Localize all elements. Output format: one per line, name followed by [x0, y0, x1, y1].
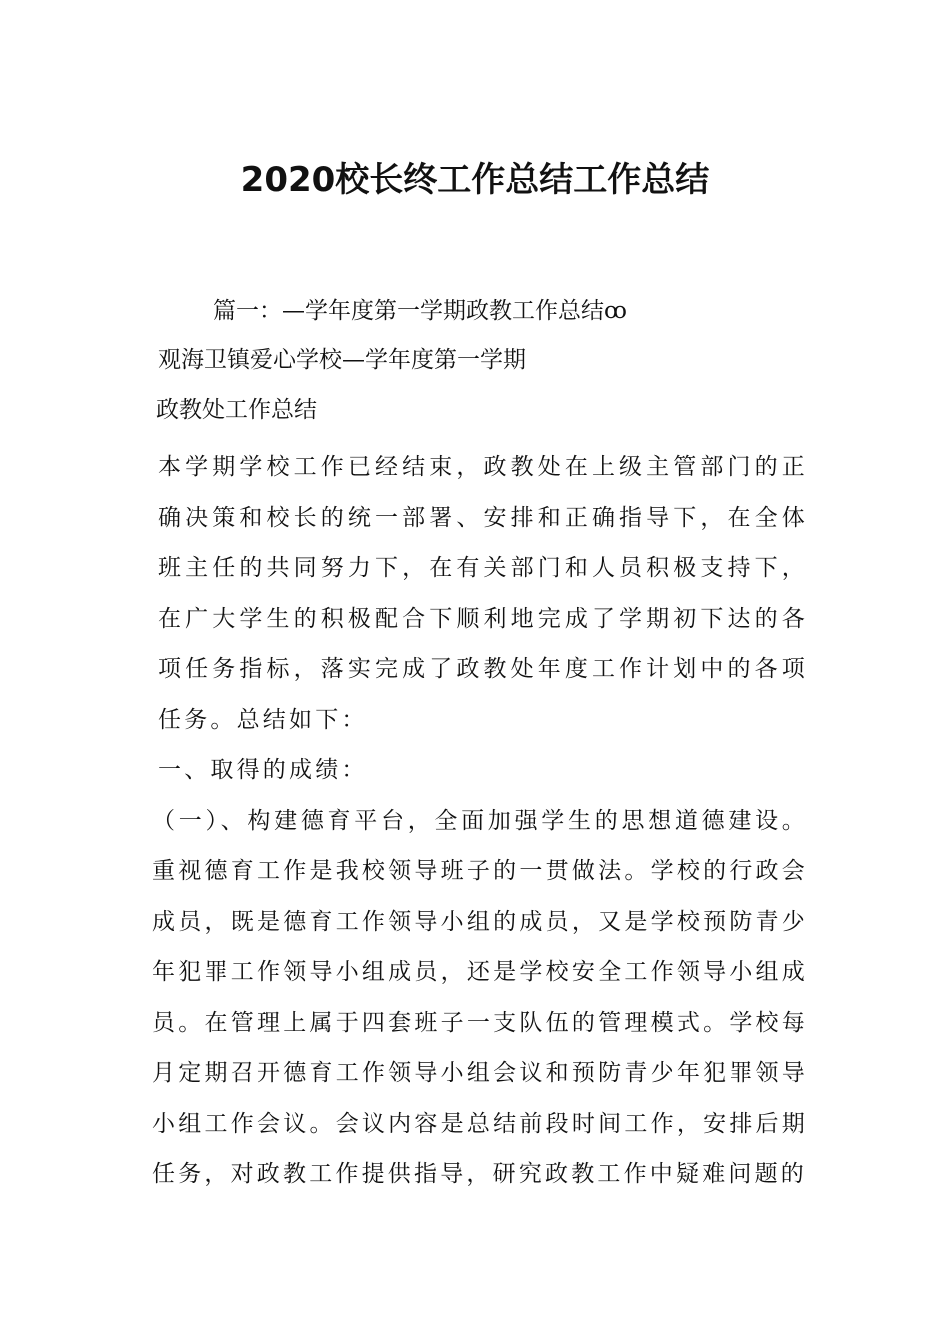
header-line-section: 篇一：—学年度第一学期政教工作总结ꚙ: [213, 298, 627, 324]
paragraph-intro: 本学期学校工作已经结束，政教处在上级主管部门的正确决策和校长的统一部署、安排和正确指导下，在全体班主任的共同努力下，在有关部门和人员积极支持下，在广大学生的积极配合下顺利地完成了学期初下达的各项任务指标，落实完成了政教处年度工作计划中的各项任务。总结如下：: [158, 454, 808, 733]
document-title: 2020校长终工作总结工作总结: [240, 160, 710, 200]
header-line-school: 观海卫镇爱心学校—学年度第一学期: [158, 347, 526, 373]
header-line-office: 政教处工作总结: [156, 397, 317, 423]
paragraph-heading-achievements: 一、取得的成绩：: [158, 757, 368, 783]
document-body: [146, 442, 808, 1200]
paragraph-moral-education: （一）、构建德育平台，全面加强学生的思想道德建设。重视德育工作是我校领导班子的一贯做法。学校的行政会成员，既是德育工作领导小组的成员，又是学校预防青少年犯罪工作领导小组成员，还是学校安全工作领导小组成员。在管理上属于四套班子一支队伍的管理模式。学校每月定期召开德育工作领导小组会议和预防青少年犯罪领导小组工作会议。会议内容是总结前段时间工作，安排后期任务，对政教工作提供指导，研究政教工作中疑难问题的: [152, 807, 808, 1187]
